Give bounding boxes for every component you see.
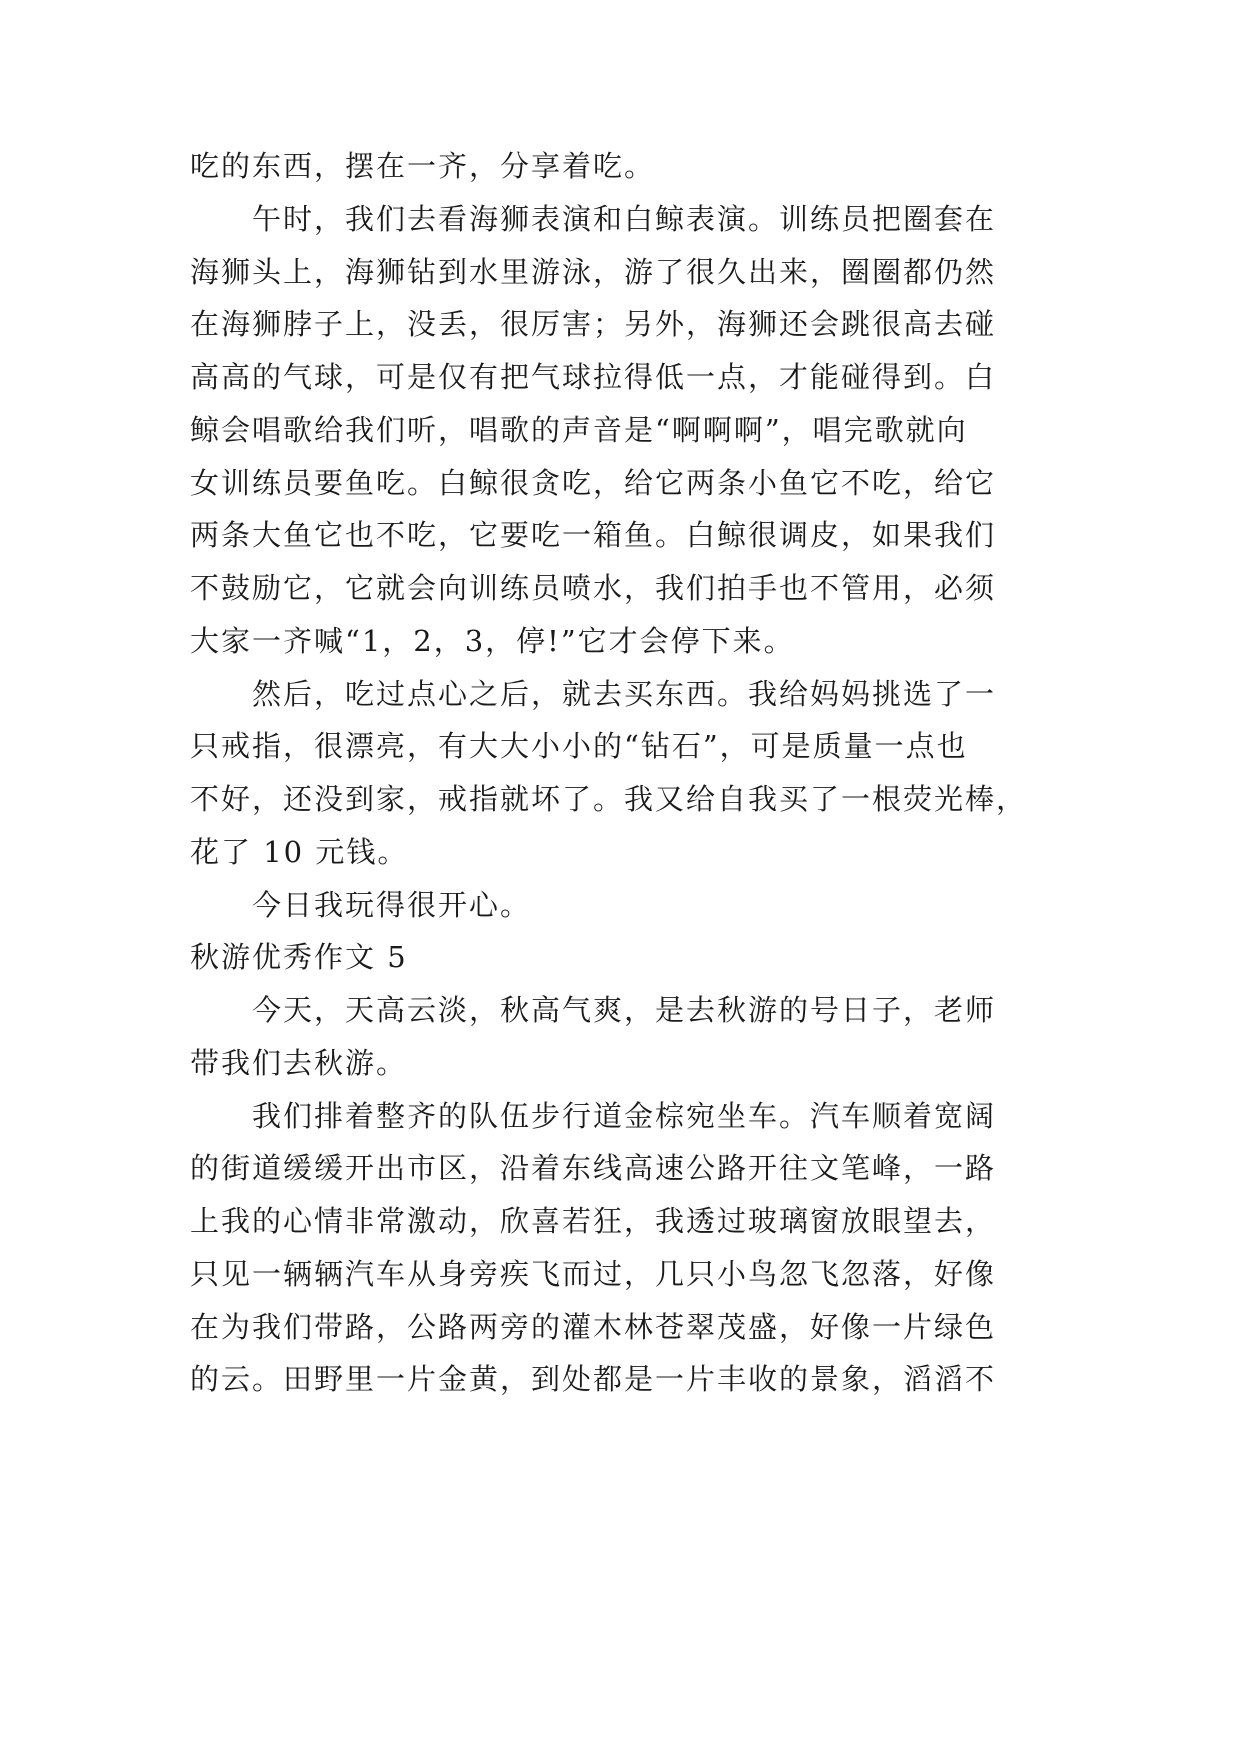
text-line: 吃的东西，摆在一齐，分享着吃。 <box>190 149 656 183</box>
text-line: 不鼓励它，它就会向训练员喷水，我们拍手也不管用，必须 <box>190 571 997 605</box>
text-line: 高高的气球，可是仅有把气球拉得低一点，才能碰得到。白 <box>190 360 997 394</box>
paragraph-first-line: 今日我玩得很开心。 <box>252 888 532 922</box>
text-line: 海狮头上，海狮钻到水里游泳，游了很久出来，圈圈都仍然 <box>190 255 997 289</box>
paragraph-first-line: 午时，我们去看海狮表演和白鲸表演。训练员把圈套在 <box>252 202 997 236</box>
text-line: 女训练员要鱼吃。白鲸很贪吃，给它两条小鱼它不吃，给它 <box>190 466 997 500</box>
paragraph-first-line: 然后，吃过点心之后，就去买东西。我给妈妈挑选了一 <box>252 677 997 711</box>
text-line: 的云。田野里一片金黄，到处都是一片丰收的景象，滔滔不 <box>190 1362 997 1396</box>
text-line: 大家一齐喊“1，2，3，停!”它才会停下来。 <box>190 624 795 658</box>
text-line: 只戒指，很漂亮，有大大小小的“钻石”，可是质量一点也 <box>190 729 968 763</box>
text-line: 花了 10 元钱。 <box>190 835 409 869</box>
section-heading: 秋游优秀作文 5 <box>190 940 408 974</box>
text-line: 不好，还没到家，戒指就坏了。我又给自我买了一根荧光棒， <box>190 782 1028 816</box>
text-line: 鲸会唱歌给我们听，唱歌的声音是“啊啊啊”，唱完歌就向 <box>190 413 968 447</box>
text-line: 两条大鱼它也不吃，它要吃一箱鱼。白鲸很调皮，如果我们 <box>190 518 997 552</box>
paragraph-first-line: 今天，天高云淡，秋高气爽，是去秋游的号日子，老师 <box>252 993 997 1027</box>
paragraph-first-line: 我们排着整齐的队伍步行道金棕宛坐车。汽车顺着宽阔 <box>252 1099 997 1133</box>
text-line: 只见一辆辆汽车从身旁疾飞而过，几只小鸟忽飞忽落，好像 <box>190 1257 997 1291</box>
text-line: 的街道缓缓开出市区，沿着东线高速公路开往文笔峰，一路 <box>190 1151 997 1185</box>
text-line: 在为我们带路，公路两旁的灌木林苍翠茂盛，好像一片绿色 <box>190 1310 997 1344</box>
text-line: 上我的心情非常激动，欣喜若狂，我透过玻璃窗放眼望去， <box>190 1204 997 1238</box>
text-line: 带我们去秋游。 <box>190 1046 408 1080</box>
text-line: 在海狮脖子上，没丢，很厉害；另外，海狮还会跳很高去碰 <box>190 307 997 341</box>
